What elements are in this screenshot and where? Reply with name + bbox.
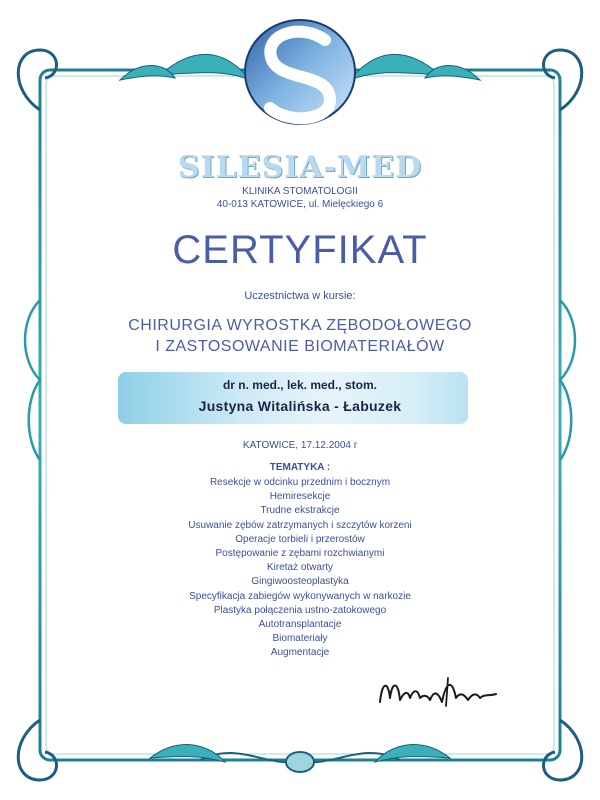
course-title-line2: I ZASTOSOWANIE BIOMATERIAŁÓW [155,338,445,355]
brand-name: SILESIA-MED [177,150,423,185]
topic-item: Augmentacje [270,647,330,659]
topic-item: Autotransplantacje [258,619,342,631]
topic-item: Biomateriały [272,633,328,645]
topics-list [0,476,600,661]
participant-name: Justyna Witalińska - Łabuzek [198,398,402,414]
topics-heading: TEMATYKA : [269,462,331,473]
course-title-line1: CHIRURGIA WYROSTKA ZĘBODOŁOWEGO [128,317,472,334]
topic-item: Trudne ekstrakcje [260,505,340,517]
topic-item: Gingiwoosteoplastyka [251,576,349,588]
bottom-ornament [200,752,400,772]
topic-item: Plastyka połączenia ustno-zatokowego [213,604,387,616]
topic-item: Usuwanie zębów zatrzymanych i szczytów korzeni [188,519,412,531]
clinic-address: 40-013 KATOWICE, ul. Mielęckiego 6 [216,199,384,210]
place-date: KATOWICE, 17.12.2004 r [242,440,358,451]
clinic-name: KLINIKA STOMATOLOGII [242,186,358,197]
certificate-title: CERTYFIKAT [172,228,428,272]
topic-item: Hemiresekcje [269,491,331,503]
topic-item: Postępowanie z zębami rozchwianymi [215,548,385,560]
topic-item: Kiretaż otwarty [266,562,334,574]
topic-item: Specyfikacja zabiegów wykonywanych w narkozie [189,590,411,602]
participant-degree: dr n. med., lek. med., stom. [222,378,378,392]
s-logo-icon [245,20,355,124]
topic-item: Resekcje w odcinku przednim i bocznym [209,477,391,488]
handwritten-signature [372,668,502,714]
topic-item: Operacje torbieli i przerostów [235,533,365,545]
participation-label: Uczestnictwa w kursie: [244,290,356,302]
